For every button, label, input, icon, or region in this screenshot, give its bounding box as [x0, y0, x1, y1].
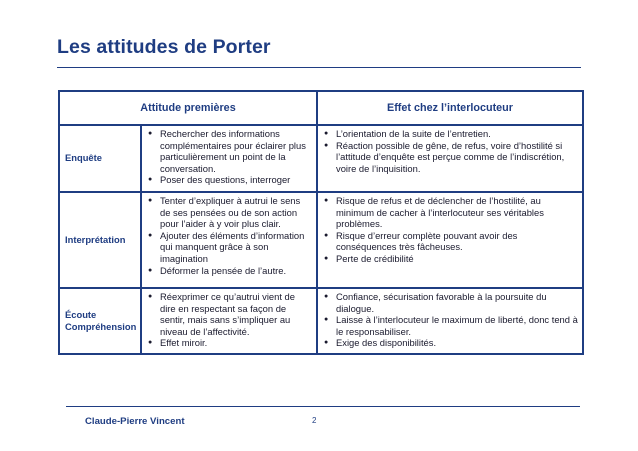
- attitude-cell: [141, 192, 317, 288]
- list-item: ● Réexprimer ce qu’autrui vient de dire en respectant sa façon de sentir, mais sans s’impliquer au niveau de l’affectivité.: [146, 291, 312, 337]
- header-effet: Effet chez l’interlocuteur: [317, 91, 583, 125]
- effet-list: [322, 195, 578, 265]
- attitude-cell: [141, 125, 317, 192]
- page-title: Les attitudes de Porter: [57, 36, 271, 58]
- attitude-list: [146, 195, 312, 276]
- list-item: ● Risque d’erreur complète pouvant avoir des conséquences très fâcheuses.: [322, 230, 578, 253]
- attitude-list: [146, 291, 312, 349]
- row-label: [59, 125, 141, 192]
- list-item: ● Confiance, sécurisation favorable à la poursuite du dialogue.: [322, 291, 578, 314]
- effet-list: [322, 291, 578, 349]
- footer-author: Claude-Pierre Vincent: [85, 416, 185, 427]
- table-row: [59, 192, 583, 288]
- list-item: ● Poser des questions, interroger: [146, 174, 312, 186]
- row-label-line: Compréhension: [65, 320, 137, 332]
- row-label: [59, 192, 141, 288]
- list-item: ● Effet miroir.: [146, 337, 312, 349]
- row-label: [59, 288, 141, 354]
- effet-cell: [317, 288, 583, 354]
- effet-list: [322, 128, 578, 174]
- list-item: ● Laisse à l’interlocuteur le maximum de liberté, donc tend à le responsabiliser.: [322, 314, 578, 337]
- table-header-row: [59, 91, 583, 125]
- attitude-list: [146, 128, 312, 186]
- list-item: ● Déformer la pensée de l’autre.: [146, 265, 312, 277]
- effet-cell: [317, 125, 583, 192]
- list-item: ● Rechercher des informations complémentaires pour éclairer plus particulièrement un point de la conversation.: [146, 128, 312, 174]
- page-number: 2: [312, 416, 317, 425]
- list-item: ● Perte de crédibilité: [322, 253, 578, 265]
- list-item: ● Réaction possible de gêne, de refus, voire d’hostilité si l’attitude d’enquête est perçue comme de l’indiscrétion, voire de l’inquisition.: [322, 140, 578, 175]
- list-item: ● Risque de refus et de déclencher de l’hostilité, au minimum de cacher à l’interlocuteur ses véritables problèmes.: [322, 195, 578, 230]
- effet-cell: [317, 192, 583, 288]
- footer-divider: [66, 406, 580, 407]
- attitude-cell: [141, 288, 317, 354]
- list-item: ● L’orientation de la suite de l’entretien.: [322, 128, 578, 140]
- porter-attitudes-table: [58, 90, 584, 355]
- row-label-line: Écoute: [65, 308, 97, 320]
- table-row: [59, 125, 583, 192]
- list-item: ● Ajouter des éléments d’information qui manquent grâce à son imagination: [146, 230, 312, 265]
- list-item: ● Tenter d’expliquer à autrui le sens de ses pensées ou de son action pour l’aider à y voir plus clair.: [146, 195, 312, 230]
- header-attitude: Attitude premières: [59, 91, 317, 125]
- row-label-line: Enquête: [65, 152, 102, 164]
- row-label-line: Interprétation: [65, 233, 126, 245]
- title-divider: [57, 67, 581, 68]
- list-item: ● Exige des disponibilités.: [322, 337, 578, 349]
- table-row: [59, 288, 583, 354]
